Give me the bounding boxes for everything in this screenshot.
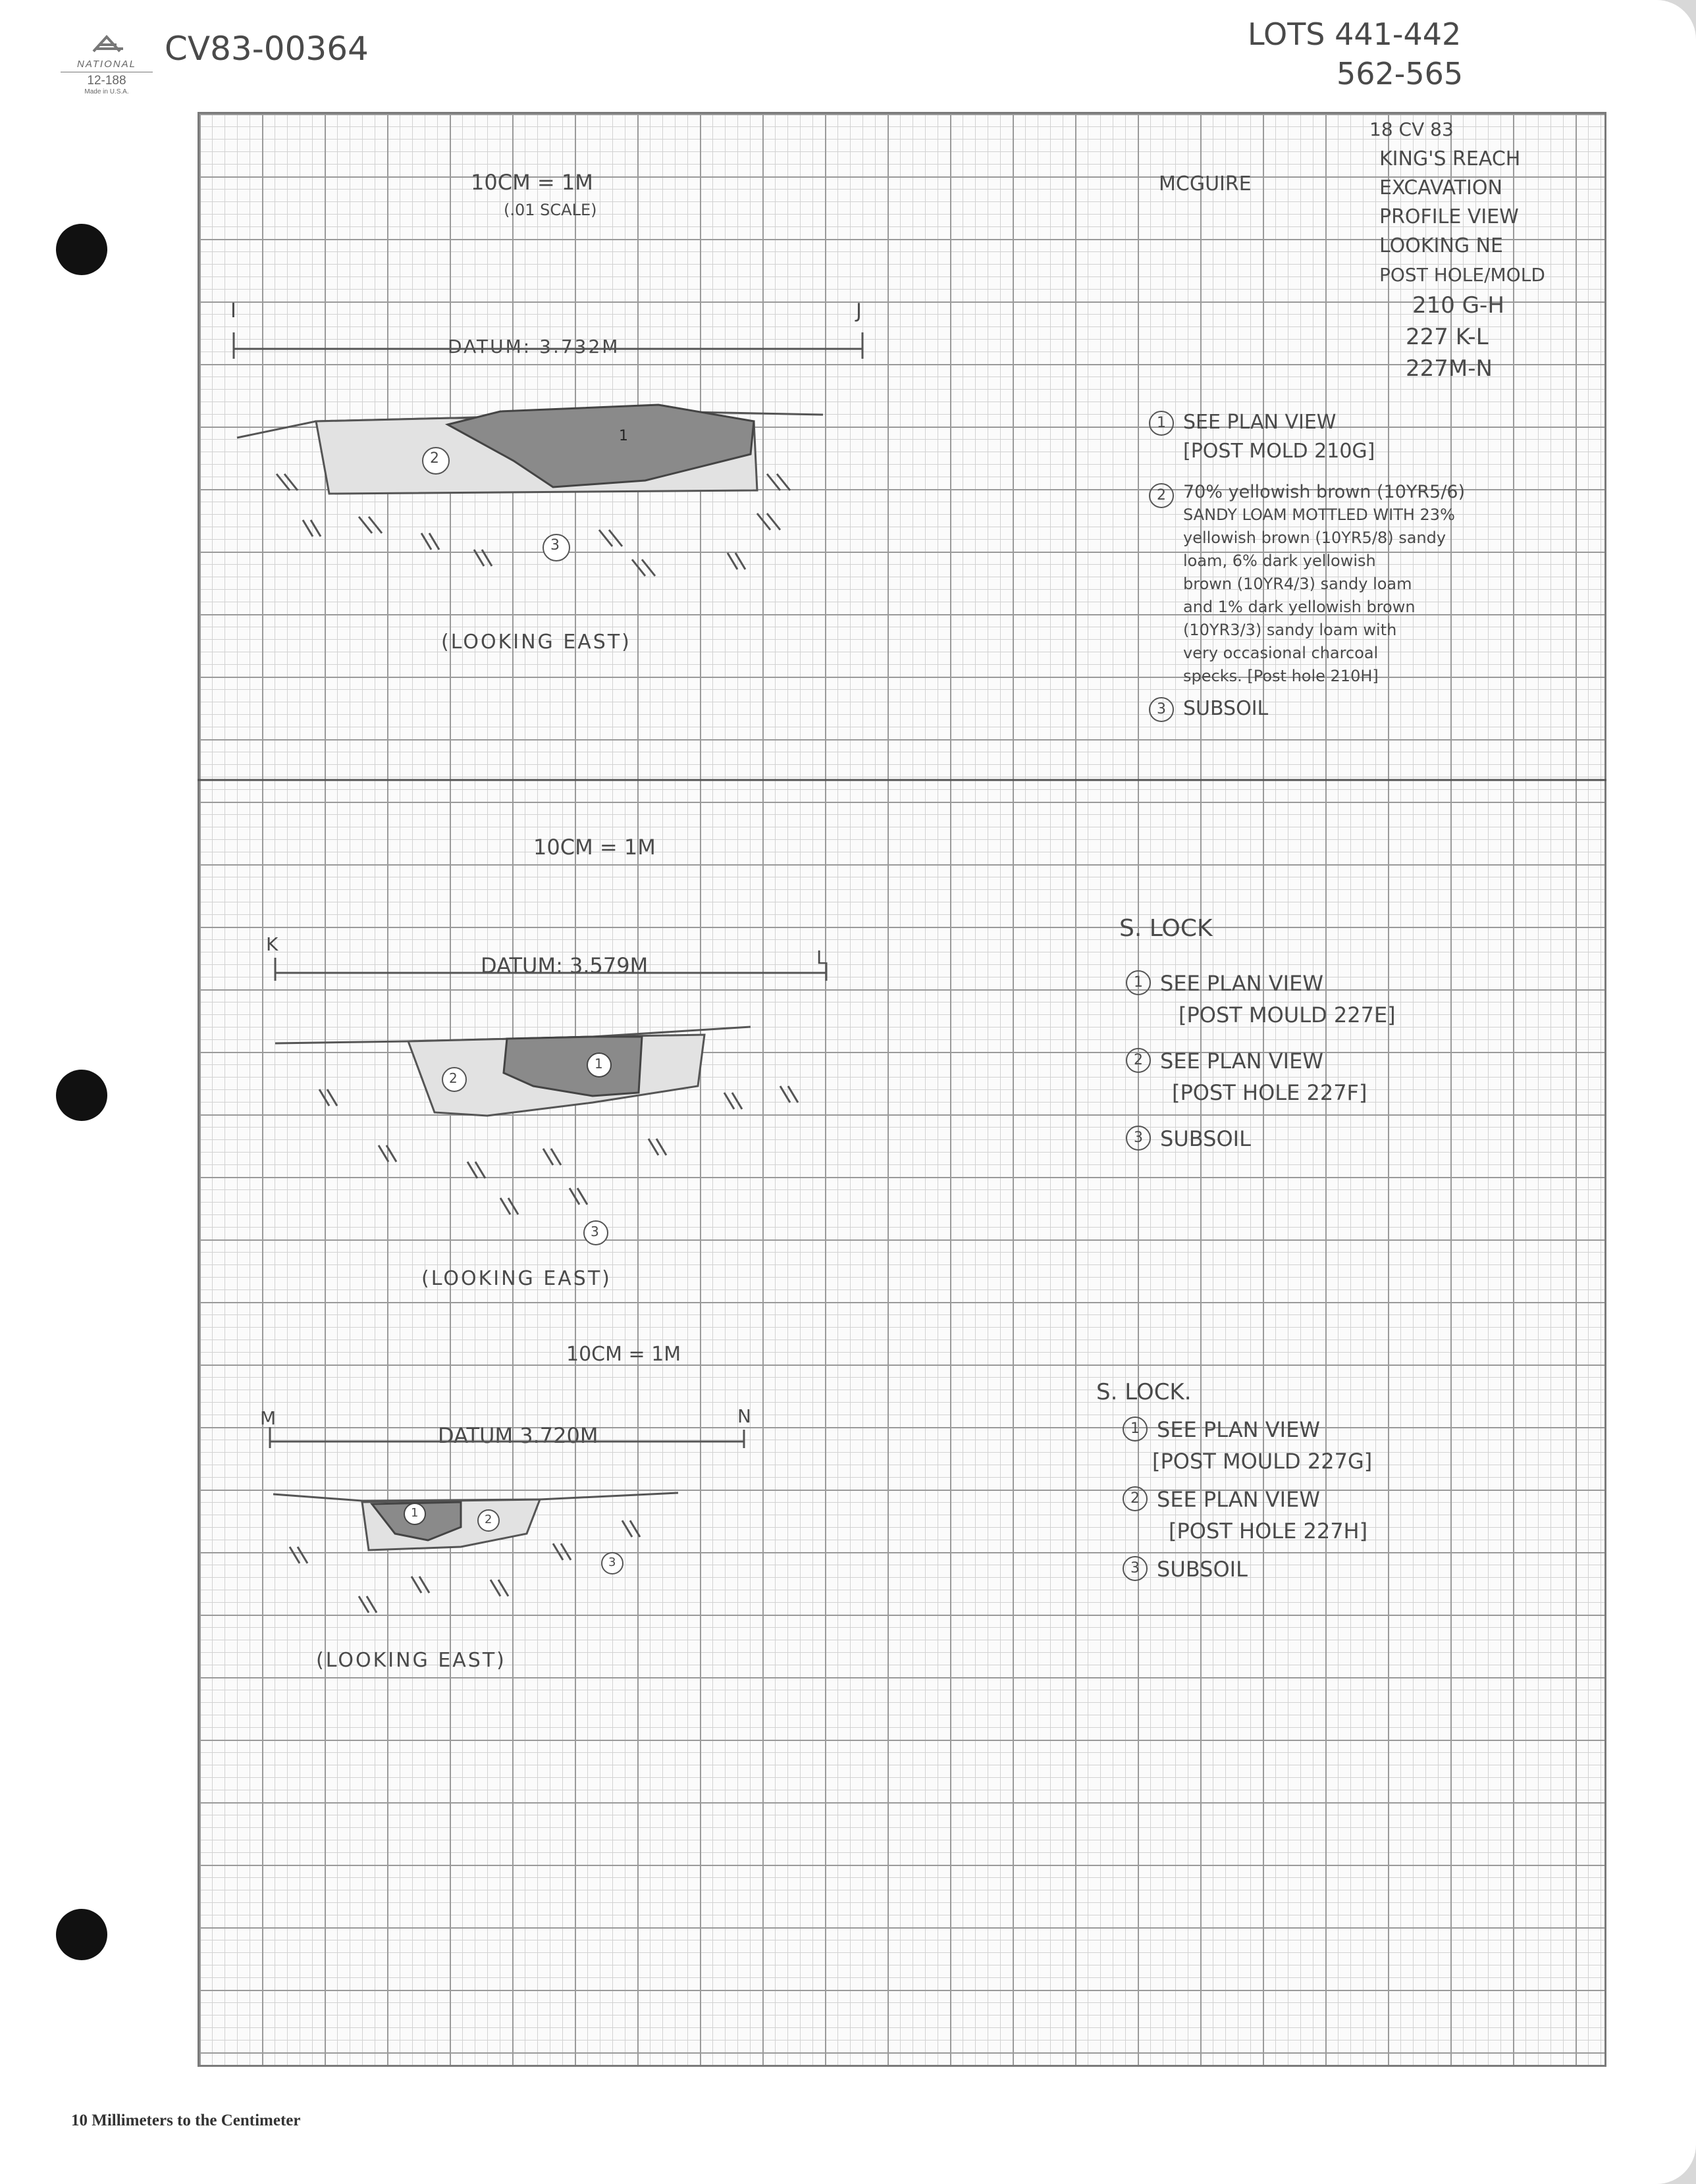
legend-text: SUBSOIL (1183, 697, 1269, 720)
legend-text: SEE PLAN VIEW (1160, 1049, 1323, 1074)
profile-3-recorder: S. LOCK. (1096, 1379, 1192, 1405)
legend-text: [POST MOULD 227G] (1152, 1449, 1373, 1474)
legend-number: 2 (1149, 483, 1174, 508)
profile-3-datum: DATUM 3.720M (438, 1423, 598, 1448)
legend-number: 2 (1126, 1048, 1151, 1073)
profile-2-datum: DATUM: 3.579M (481, 953, 649, 978)
title-line: LOOKING NE (1379, 234, 1504, 257)
profile-1-zone-2-label: 2 (430, 450, 439, 467)
title-line: KING'S REACH (1379, 147, 1521, 170)
legend-item (1123, 1484, 1372, 1515)
profile-1-zone-1-label: 1 (619, 428, 628, 444)
profile-3-right-point: N (737, 1405, 751, 1427)
legend-text: specks. [Post hole 210H] (1183, 667, 1379, 685)
title-line: 227 K-L (1406, 324, 1489, 350)
legend-text: [POST MOLD 210G] (1183, 440, 1375, 463)
legend-text: and 1% dark yellowish brown (1183, 598, 1416, 616)
legend-text: brown (10YR4/3) sandy loam (1183, 575, 1412, 593)
site-number: 18 CV 83 (1369, 118, 1454, 140)
legend-item (1123, 1414, 1372, 1445)
legend-text: very occasional charcoal (1183, 644, 1379, 662)
lots-line-2: 562-565 (1337, 56, 1464, 91)
legend-text: (10YR3/3) sandy loam with (1183, 621, 1397, 639)
title-line: PROFILE VIEW (1379, 205, 1519, 228)
title-line: POST HOLE/MOLD (1379, 264, 1545, 286)
catalog-number: CV83-00364 (165, 30, 369, 68)
profile-2-caption: (LOOKING EAST) (421, 1267, 612, 1290)
legend-number: 1 (1126, 970, 1151, 995)
legend-number: 3 (1126, 1126, 1151, 1151)
legend-text: loam, 6% dark yellowish (1183, 552, 1376, 570)
profile-2-zone-2-label: 2 (449, 1070, 458, 1086)
profile-2-right-point: L (816, 947, 827, 968)
legend-text: [POST HOLE 227F] (1172, 1080, 1367, 1105)
profile-3-zone-3-label: 3 (608, 1555, 616, 1569)
legend-text: SUBSOIL (1157, 1557, 1248, 1582)
profile-1-recorder: MCGUIRE (1159, 172, 1252, 195)
profile-3-legend (1123, 1414, 1372, 1585)
profile-1-caption: (LOOKING EAST) (441, 631, 631, 654)
title-line: 210 G-H (1412, 292, 1504, 319)
legend-text: [POST MOULD 227E] (1179, 1002, 1396, 1027)
profile-1-scale: 10CM = 1M (471, 170, 593, 195)
paper-footer: 10 Millimeters to the Centimeter (71, 2112, 301, 2129)
legend-item (1123, 1553, 1372, 1585)
legend-number: 3 (1123, 1556, 1148, 1581)
profile-3-caption: (LOOKING EAST) (316, 1649, 506, 1672)
logo-brand: NATIONAL (77, 59, 136, 70)
profile-1-left-point: I (230, 299, 236, 323)
profile-2-zone-1-label: 1 (595, 1056, 603, 1072)
legend-number: 1 (1149, 411, 1174, 436)
legend-text: SEE PLAN VIEW (1183, 411, 1337, 434)
legend-text: SEE PLAN VIEW (1160, 971, 1323, 996)
logo-made: Made in U.S.A. (84, 88, 129, 95)
profile-2-left-point: K (266, 933, 278, 955)
profile-1-zone-3-label: 3 (550, 537, 560, 554)
legend-text: SEE PLAN VIEW (1157, 1417, 1320, 1442)
title-line: EXCAVATION (1379, 176, 1502, 199)
profile-1-datum: DATUM: 3.732M (448, 336, 620, 357)
legend-number: 2 (1123, 1486, 1148, 1511)
legend-text: SEE PLAN VIEW (1157, 1487, 1320, 1512)
logo-number: 12-188 (61, 72, 153, 88)
title-line: 227M-N (1406, 355, 1493, 382)
profile-1-scale-note: (.01 SCALE) (504, 201, 597, 219)
profile-2-recorder: S. LOCK (1119, 915, 1213, 942)
profile-2-scale: 10CM = 1M (533, 835, 656, 860)
legend-number: 1 (1123, 1417, 1148, 1442)
profile-3-left-point: M (260, 1407, 277, 1429)
legend-text: 70% yellowish brown (10YR5/6) (1183, 482, 1466, 502)
legend-text: [POST HOLE 227H] (1169, 1519, 1368, 1544)
profile-3-zone-2-label: 2 (485, 1513, 492, 1526)
legend-text: yellowish brown (10YR5/8) sandy (1183, 529, 1446, 547)
profile-3-scale: 10CM = 1M (566, 1343, 681, 1366)
legend-text: SANDY LOAM MOTTLED WITH 23% (1183, 506, 1455, 524)
profile-3-zone-1-label: 1 (411, 1506, 419, 1520)
legend-text: SUBSOIL (1160, 1126, 1251, 1151)
lots-line-1: LOTS 441-442 (1248, 16, 1462, 52)
profile-2-zone-3-label: 3 (591, 1224, 599, 1239)
legend-number: 3 (1149, 697, 1174, 722)
profile-1-right-point: J (856, 299, 862, 323)
